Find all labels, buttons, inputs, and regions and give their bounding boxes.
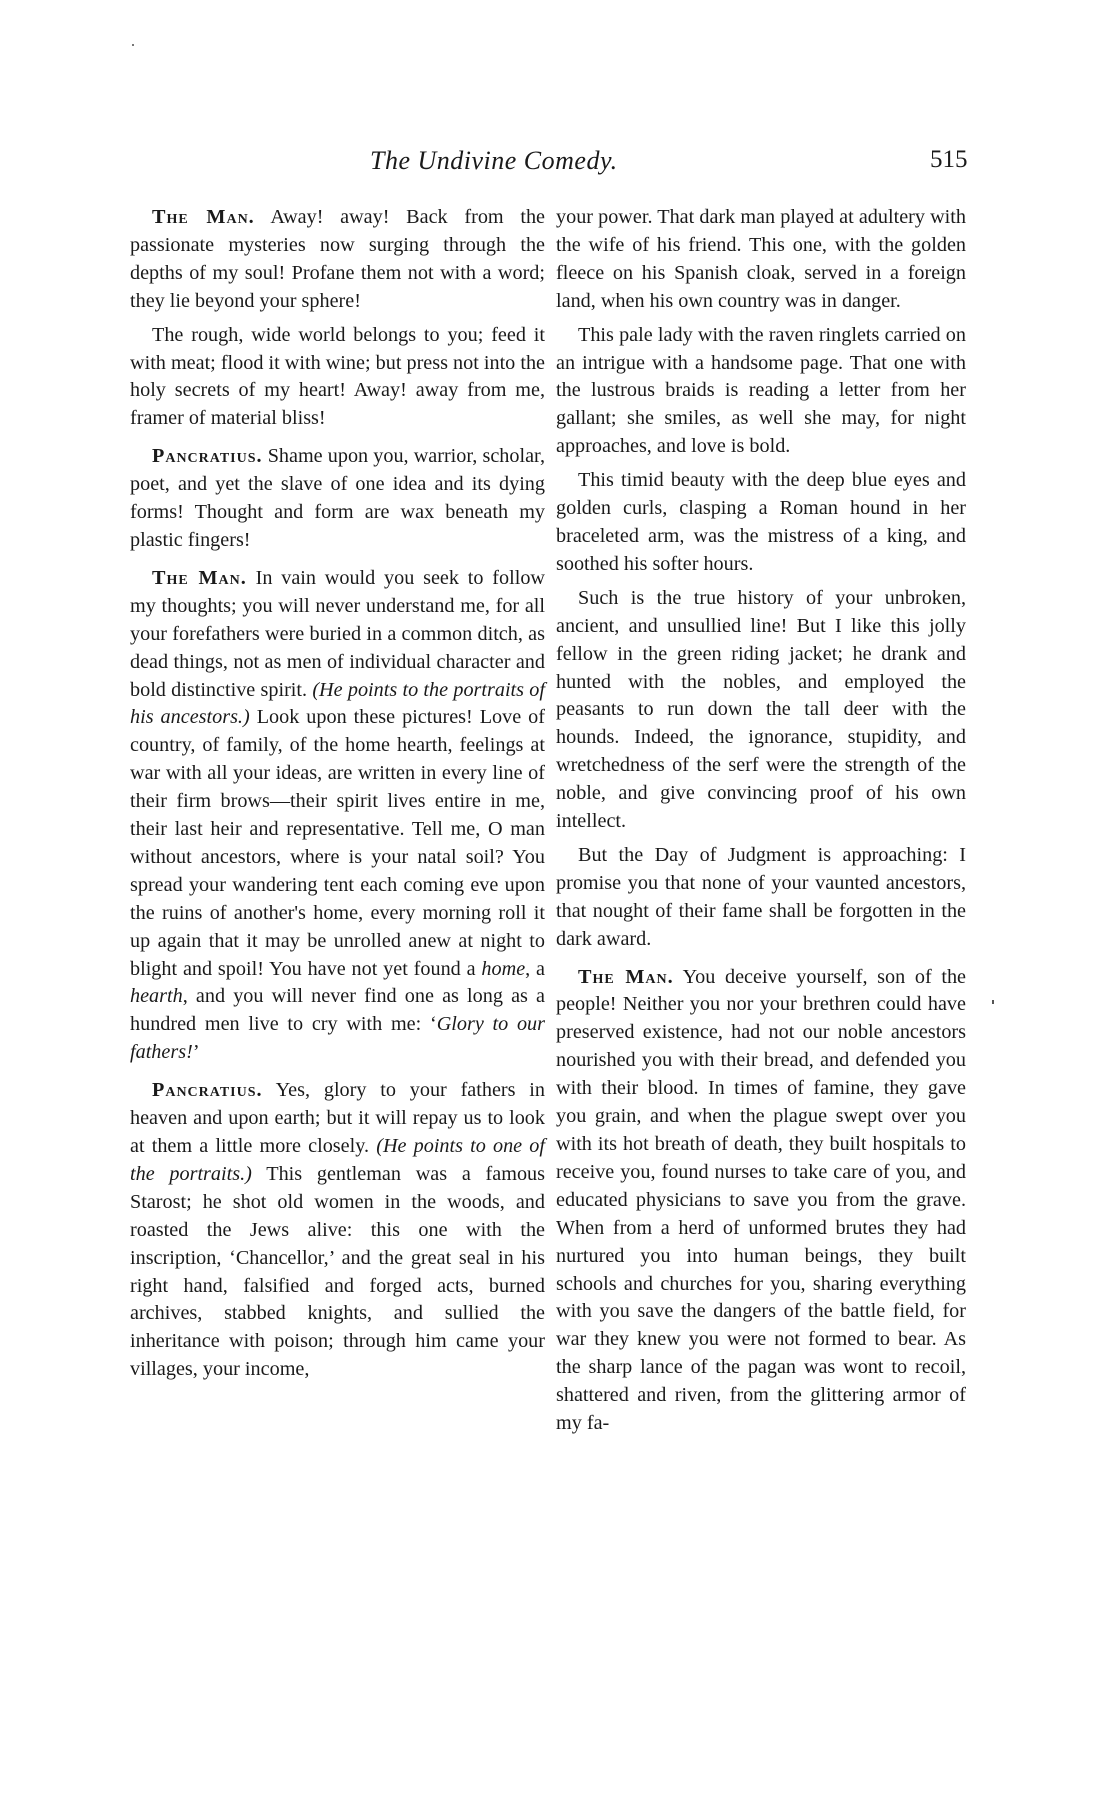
page-number: 515 [930, 146, 968, 173]
paragraph [130, 204, 545, 316]
stray-dot [132, 44, 134, 46]
right-column [556, 204, 966, 1438]
paragraph-text: Look upon these pictures! Love of country, of family, of the home hearth, feelings at war with all your ideas, are written in every line of their firm brows—their spirit lives entire in me, their last heir and representative. Tell me, O man without ancestors, where is your natal soil? You spread your wandering tent each coming eve upon the ruins of another's home, every morning roll it up again that it may be unrolled anew at night to blight and spoil! You have not yet found a [130, 706, 545, 980]
paragraph [130, 1077, 545, 1384]
paragraph-text: , and you will never find one as long as a hundred men live to cry with me: ‘ [130, 985, 545, 1036]
emphasis-text: home [481, 957, 526, 980]
paragraph [556, 322, 966, 462]
paragraph-text: This pale lady with the raven ringlets carried on an intrigue with a handsome page. That one with the lustrous braids is reading a letter from her gallant; she smiles, as well she may, for night approaches, and love is bold. [556, 323, 966, 458]
paragraph-text: Yes, glory to your fathers in heaven and upon earth; but it will repay us to look at them a little more closely. [130, 1079, 545, 1157]
paragraph-text: This timid beauty with the deep blue eyes and golden curls, clasping a Roman hound in her braceleted arm, was the mistress of a king, and soothed his softer hours. [556, 469, 966, 575]
stray-mark [992, 1000, 994, 1004]
paragraph [556, 585, 966, 836]
paragraph [556, 204, 966, 316]
paragraph-text: Away! away! Back from the passionate mysteries now surging through the depths of my soul! Profane them not with a word; they lie beyond your sphere! [130, 206, 545, 312]
paragraph [130, 443, 545, 555]
speaker-name: The Man. [152, 206, 255, 228]
speaker-name: Pancratius. [152, 1079, 263, 1102]
paragraph [130, 565, 545, 1067]
paragraph-text: But the Day of Judgment is approaching: I promise you that none of your vaunted ancestors, that nought of their fame shall be forgotten in the dark award. [556, 843, 966, 950]
paragraph-text: , a [525, 957, 546, 980]
paragraph-text: The rough, wide world belongs to you; feed it with meat; flood it with wine; but press not into the holy secrets of my heart! Away! away from me, framer of material bliss! [130, 323, 545, 430]
speaker-name: The Man. [578, 965, 674, 988]
stage-direction: (He points to the portraits of his ancestors.) [130, 678, 545, 729]
running-title: The Undivine Comedy. [370, 146, 618, 175]
running-head [0, 146, 1120, 186]
paragraph-text: In vain would you seek to follow my thoughts; you will never understand me, for all your forefathers were buried in a common ditch, as dead things, not as men of individual character and bold distinctive spirit. [130, 566, 545, 701]
speaker-name: Pancratius. [152, 445, 263, 468]
paragraph [556, 467, 966, 579]
paragraph-text: You deceive yourself, son of the people! Neither you nor your brethren could have preserved existence, had not our noble ancestors nourished you with their bread, and defended you with their blood. In times of famine, they gave you grain, and when the plague swept over you with its hot breath of death, they built hospitals to receive you, found nurses to take care of you, and educated physicians to save you from the grave. When from a herd of unformed brutes they had nurtured you into human beings, they built schools and churches for you, sharing everything with you save the dangers of the battle field, for war they knew you were not formed to bear. As the sharp lance of the pagan was wont to recoil, shattered and riven, from the glittering armor of my fa- [556, 965, 967, 1435]
paragraph-text: Such is the true history of your unbroken, ancient, and unsullied line! But I like this jolly fellow in the green riding jacket; he drank and hunted with the nobles, and employed the peasants to run down the tall deer with the hounds. Indeed, the ignorance, stupidity, and wretchedness of the serf were the strength of the noble, and give convincing proof of his own intellect. [556, 586, 966, 833]
left-column [130, 204, 545, 1384]
speaker-name: The Man. [152, 566, 247, 589]
paragraph [556, 964, 966, 1438]
paragraph [556, 842, 966, 954]
paragraph [130, 322, 545, 434]
paragraph-text: ’ [192, 1041, 200, 1064]
emphasis-text: hearth [130, 985, 183, 1008]
quoted-exclamation: Glory to our fathers! [130, 1013, 545, 1064]
paragraph-text: Shame upon you, warrior, scholar, poet, and yet the slave of one idea and its dying forms! Thought and form are wax beneath my plastic fingers! [130, 445, 545, 551]
paragraph-text: This gentleman was a famous Starost; he shot old women in the woods, and roasted the Jews alive: this one with the inscription, ‘Chancellor,’ and the great seal in his right hand, falsified and forged acts, burned archives, stabbed knights, and sullied the inheritance with poison; through him came your villages, your income, [130, 1162, 545, 1381]
stage-direction: (He points to one of the portraits.) [130, 1135, 546, 1185]
paragraph-text: your power. That dark man played at adultery with the wife of his friend. This one, with the golden fleece on his Spanish cloak, served in a foreign land, when his own country was in danger. [556, 206, 966, 312]
